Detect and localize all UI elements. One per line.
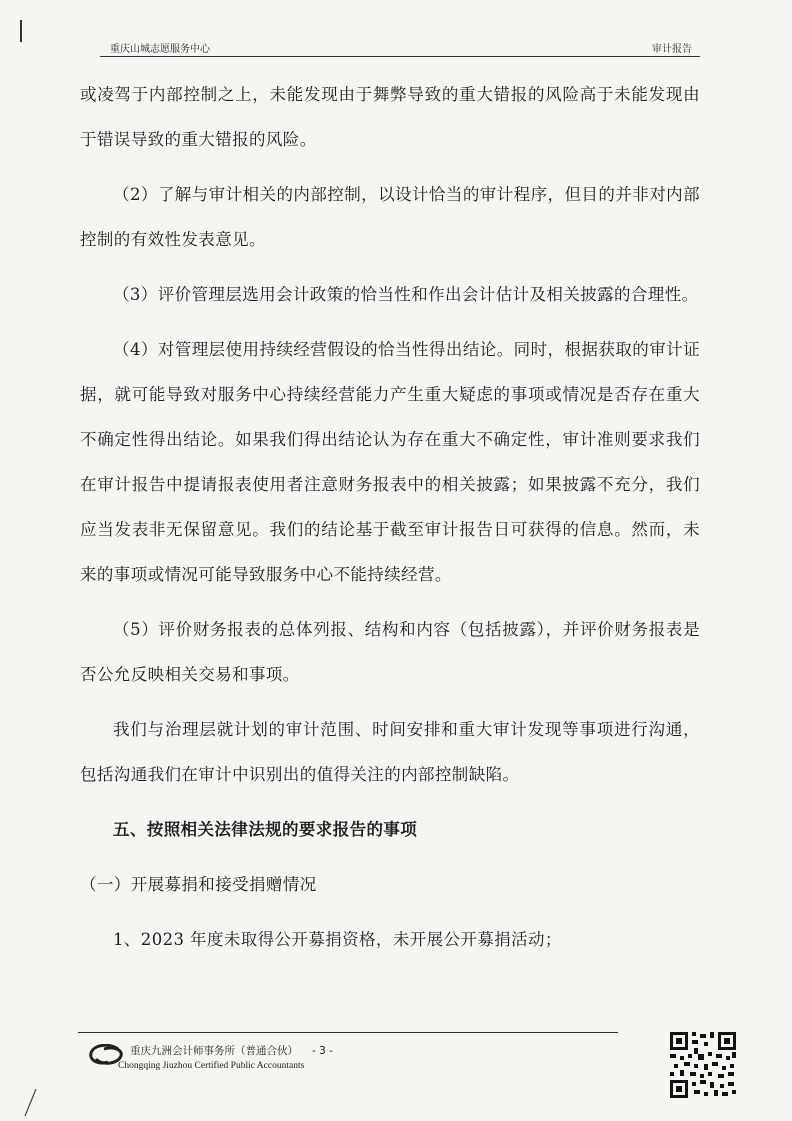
paragraph-3: （3）评价管理层选用会计政策的恰当性和作出会计估计及相关披露的合理性。 xyxy=(113,285,699,304)
pen-mark-icon xyxy=(22,1088,40,1118)
header-report-title: 审计报告 xyxy=(652,44,692,55)
list-item-1: 1、2023 年度未取得公开募捐资格，未开展公开募捐活动； xyxy=(113,930,562,949)
header-org-name: 重庆山城志愿服务中心 xyxy=(110,44,210,55)
paragraph-6: 我们与治理层就计划的审计范围、时间安排和重大审计发现等事项进行沟通，包括沟通我们在审计中识别出的值得关注的内部控制缺陷。 xyxy=(80,720,700,784)
body-text xyxy=(80,72,700,972)
footer-divider xyxy=(78,1032,618,1033)
paragraph-5: （5）评价财务报表的总体列报、结构和内容（包括披露），并评价财务报表是否公允反映相关交易和事项。 xyxy=(80,620,700,684)
margin-mark xyxy=(20,20,22,42)
paragraph-1: 或凌驾于内部控制之上，未能发现由于舞弊导致的重大错报的风险高于未能发现由于错误导致的重大错报的风险。 xyxy=(80,85,700,149)
footer-firm-name: 重庆九洲会计师事务所（普通合伙） xyxy=(130,1045,298,1057)
qr-code-icon xyxy=(668,1030,738,1100)
footer-firm-cn xyxy=(130,1043,333,1058)
section-heading: 五、按照相关法律法规的要求报告的事项 xyxy=(113,820,418,839)
paragraph-4: （4）对管理层使用持续经营假设的恰当性得出结论。同时，根据获取的审计证据，就可能导致对服务中心持续经营能力产生重大疑虑的事项或情况是否存在重大不确定性得出结论。如果我们得出结论认为存在重大不确定性，审计准则要求我们在审计报告中提请报表使用者注意财务报表中的相关披露；如果披露不充分，我们应当发表非无保留意见。我们的结论基于截至审计报告日可获得的信息。然而，未来的事项或情况可能导致服务中心不能持续经营。 xyxy=(80,340,700,584)
subsection-heading: （一）开展募捐和接受捐赠情况 xyxy=(80,875,317,894)
page-number: - 3 - xyxy=(312,1045,333,1057)
paragraph-2: （2）了解与审计相关的内部控制，以设计恰当的审计程序，但目的并非对内部控制的有效性发表意见。 xyxy=(80,185,700,249)
footer-firm-en: Chongqing Jiuzhou Certified Public Accountants xyxy=(118,1061,305,1071)
page-header xyxy=(100,36,700,57)
